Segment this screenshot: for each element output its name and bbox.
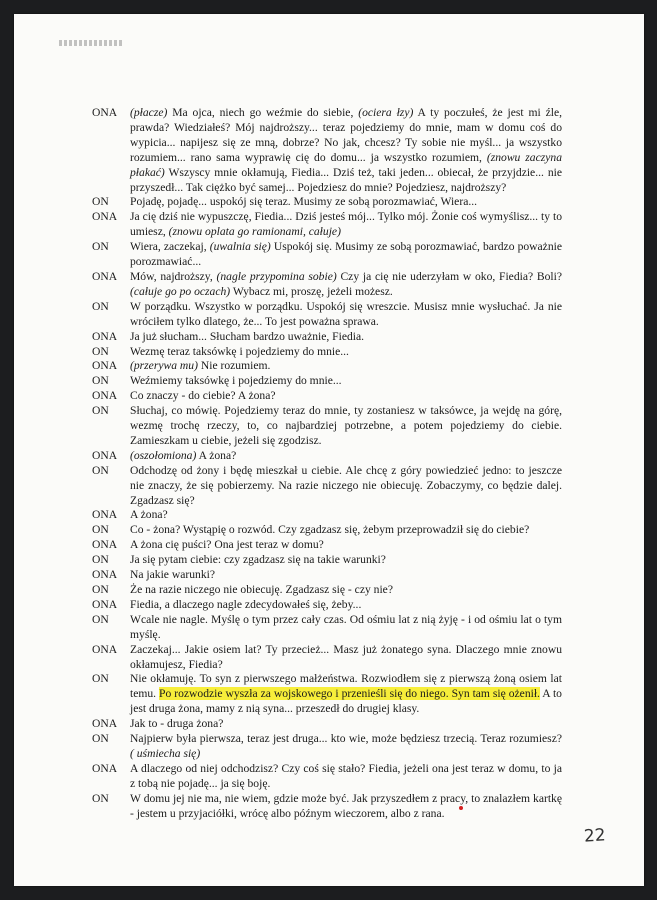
red-ink-dot (459, 806, 463, 810)
dialogue-text: Wezmę teraz taksówkę i pojedziemy do mnie... (130, 344, 349, 358)
dialogue-line (92, 792, 562, 822)
dialogue-line (92, 374, 562, 389)
dialogue-line (92, 643, 562, 673)
speaker-label: ON (92, 523, 109, 537)
speaker-label: ON (92, 240, 109, 254)
dialogue-line (92, 508, 562, 523)
speaker-label: ONA (92, 597, 118, 611)
speaker-label: ON (92, 553, 109, 567)
speaker-label: ONA (92, 359, 118, 373)
dialogue-line (92, 404, 562, 449)
dialogue-line (92, 345, 562, 360)
dialogue-line (92, 389, 562, 404)
dialogue-line (92, 359, 562, 374)
speaker-label: ON (92, 299, 109, 313)
dialogue-text: Fiedia, a dlaczego nagle zdecydowałeś się, żeby... (130, 597, 362, 611)
dialogue-text: W porządku. Wszystko w porządku. Uspokój się wreszcie. Musisz mnie wysłuchać. Ja nie wróciłem tylko dlatego, że... To jest poważna sprawa. (130, 299, 562, 328)
dialogue-line (92, 598, 562, 613)
dialogue-text: Ja się pytam ciebie: czy zgadzasz się na takie warunki? (130, 553, 386, 567)
speaker-label: ONA (92, 106, 118, 119)
dialogue-text: Odchodzę od żony i będę mieszkał u ciebie. Ale chcę z góry powiedzieć jedno: to jeszcze nie znaczy, że się pobierzemy. Na razie niczego nie obiecuję. Zobaczymy, co będzie dalej. Zgadzasz się? (130, 463, 562, 507)
dialogue-text: (oszołomiona) A żona? (130, 448, 237, 462)
speaker-label: ON (92, 612, 109, 626)
dialogue-line (92, 672, 562, 717)
speaker-label: ON (92, 344, 109, 358)
speaker-label: ON (92, 732, 109, 746)
dialogue-text: A żona? (130, 508, 168, 522)
speaker-label: ON (92, 195, 109, 209)
speaker-label: ONA (92, 568, 118, 582)
dialogue-text: Ja już słucham... Słucham bardzo uważnie, Fiedia. (130, 329, 365, 343)
dialogue-text: Ja cię dziś nie wypuszczę, Fiedia... Dziś jesteś mój... Tylko mój. Żonie coś wymyślisz... ty to umiesz, (znowu oplata go ramionami, całuje) (130, 210, 562, 239)
dialogue-text: Weźmiemy taksówkę i pojedziemy do mnie... (130, 374, 342, 388)
dialogue-text: Zaczekaj... Jakie osiem lat? Ty przecież... Masz już żonatego syna. Dlaczego mnie znowu okłamujesz, Fiedia? (130, 642, 562, 671)
speaker-label: ONA (92, 448, 118, 462)
document-page (14, 14, 644, 886)
speaker-label: ONA (92, 389, 118, 403)
script-text (92, 106, 562, 822)
speaker-label: ON (92, 791, 109, 805)
dialogue-text: Że na razie niczego nie obiecuję. Zgadzasz się - czy nie? (130, 583, 393, 596)
dialogue-text: A żona cię puści? Ona jest teraz w domu? (130, 538, 324, 552)
dialogue-text: Pojadę, pojadę... uspokój się teraz. Musimy ze sobą porozmawiać, Wiera... (130, 195, 478, 209)
dialogue-line (92, 464, 562, 509)
dialogue-line (92, 568, 562, 583)
speaker-label: ONA (92, 761, 118, 775)
speaker-label: ONA (92, 269, 118, 283)
dialogue-line (92, 732, 562, 762)
speaker-label: ONA (92, 717, 118, 731)
dialogue-text: Wcale nie nagle. Myślę o tym przez cały czas. Od ośmiu lat z nią żyję - i od ośmiu lat o tym myślę. (130, 612, 562, 641)
dialogue-text: Wiera, zaczekaj, (uwalnia się) Uspokój się. Musimy ze sobą porozmawiać, bardzo poważnie porozmawiać... (130, 240, 562, 269)
handwritten-page-number: 22 (583, 825, 607, 847)
dialogue-line (92, 210, 562, 240)
dialogue-text: Słuchaj, co mówię. Pojedziemy teraz do mnie, ty zostaniesz w taksówce, ja wejdę na górę, wezmę trochę rzeczy, to, co najbardziej potrzebne, a potem pojedziemy do ciebie. Zamieszkam u ciebie, jeżeli się zgodzisz. (130, 404, 562, 447)
speaker-label: ON (92, 404, 109, 418)
dialogue-text: Co - żona? Wystąpię o rozwód. Czy zgadzasz się, żebym przeprowadził się do ciebie? (130, 523, 530, 537)
speaker-label: ONA (92, 210, 118, 224)
dialogue-text: Jak to - druga żona? (130, 717, 224, 731)
dialogue-text: (przerywa mu) Nie rozumiem. (130, 359, 271, 373)
dialogue-line (92, 300, 562, 330)
dialogue-text: A dlaczego od niej odchodzisz? Czy coś się stało? Fiedia, jeżeli ona jest teraz w domu, to ja z tobą nie pojadę... ja się boję. (130, 761, 562, 790)
speaker-label: ONA (92, 329, 118, 343)
dialogue-line (92, 449, 562, 464)
dialogue-text: Co znaczy - do ciebie? A żona? (130, 389, 276, 403)
dialogue-line (92, 553, 562, 568)
dialogue-line (92, 583, 562, 598)
speaker-label: ONA (92, 538, 118, 552)
dialogue-line (92, 106, 562, 195)
dialogue-text: Nie okłamuję. To syn z pierwszego małżeństwa. Rozwiodłem się z pierwszą żoną osiem lat temu. Po rozwodzie wyszła za wojskowego i przenieśli się do niego. Syn tam się ożenił. A to jest druga żona, mamy z nią syna... przeszedł do drugiej klasy. (130, 672, 562, 716)
dialogue-line (92, 762, 562, 792)
dialogue-line (92, 613, 562, 643)
dialogue-line (92, 523, 562, 538)
dialogue-line (92, 195, 562, 210)
dialogue-text: W domu jej nie ma, nie wiem, gdzie może być. Jak przyszedłem z pracy, to znalazłem kartkę - jestem u przyjaciółki, wrócę albo późnym wieczorem, albo z rana. (130, 791, 562, 820)
speaker-label: ON (92, 672, 109, 686)
speaker-label: ON (92, 374, 109, 388)
dialogue-text: Najpierw była pierwsza, teraz jest druga... kto wie, może będziesz trzecią. Teraz rozumiesz? ( uśmiecha się) (130, 732, 562, 760)
dialogue-line (92, 240, 562, 270)
speaker-label: ONA (92, 508, 118, 522)
dialogue-text: Na jakie warunki? (130, 568, 215, 582)
dialogue-line (92, 270, 562, 300)
dialogue-text: (płacze) Ma ojca, niech go weźmie do siebie, (ociera łzy) A ty poczułeś, że jest mi źle, prawda? Wiedziałeś? Mój najdroższy... teraz pojedziemy do mnie, mam w domu coś do wypicia... napijesz się ze mną, dobrze? No jak, chcesz? Ty sobie nie myśl... ja wszystko rozumiem... rano sama wyprawię cię do domu... ja wszystko rozumiem, (znowu zaczyna płakać) Wszyscy mnie okłamują, Fiedia... Dziś też, taki jeden... obiecał, że przyjdzie... nie przyszedł... Tak ciężko być samej... Pojedziesz do mnie? Pojedziesz, najdroższy? (130, 106, 563, 194)
scan-smudge (59, 40, 123, 46)
speaker-label: ON (92, 583, 109, 596)
dialogue-line (92, 538, 562, 553)
speaker-label: ONA (92, 642, 118, 656)
speaker-label: ON (92, 463, 109, 477)
dialogue-line (92, 330, 562, 345)
dialogue-line (92, 717, 562, 732)
dialogue-text: Mów, najdroższy, (nagle przypomina sobie) Czy ja cię nie uderzyłam w oko, Fiedia? Boli? (całuje go po oczach) Wybacz mi, proszę, jeżeli możesz. (130, 269, 562, 298)
